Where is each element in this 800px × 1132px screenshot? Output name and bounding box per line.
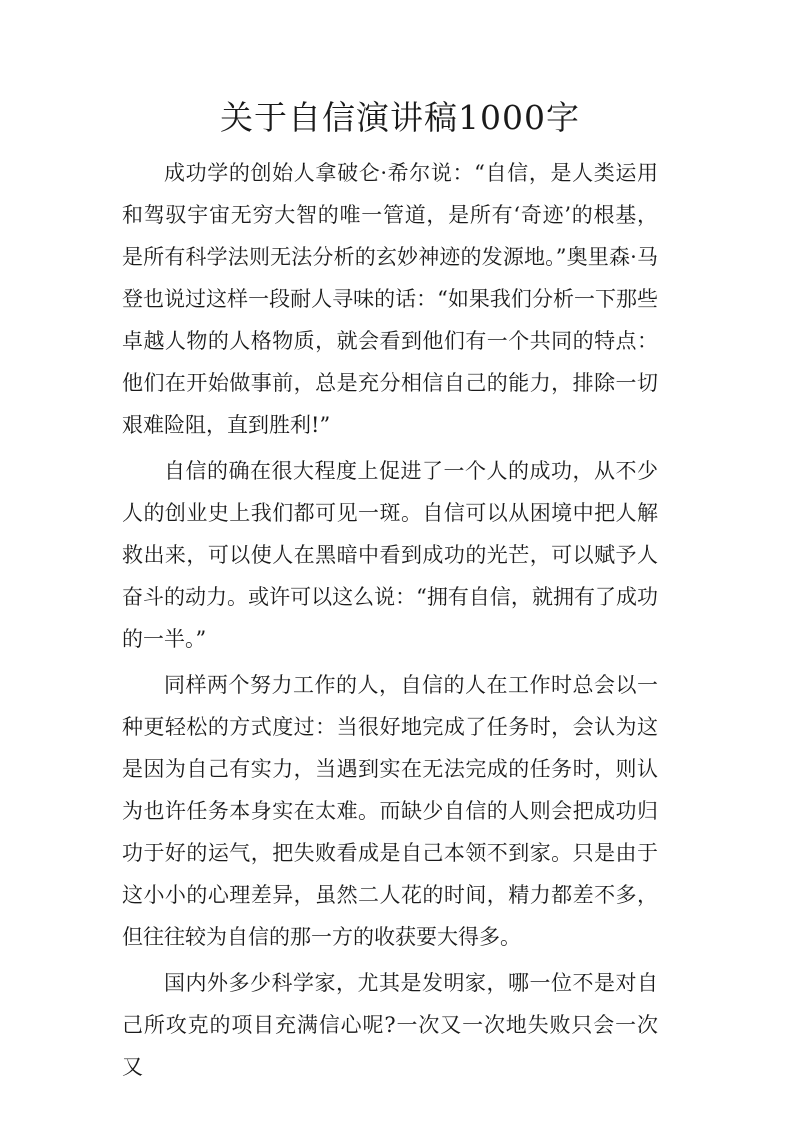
paragraph-3: 同样两个努力工作的人，自信的人在工作时总会以一种更轻松的方式度过：当很好地完成了任务时，会认为这是因为自己有实力，当遇到实在无法完成的任务时，则认为也许任务本身实在太难。而缺少自信的人则会把成功归功于好的运气，把失败看成是自己本领不到家。只是由于这小小的心理差异，虽然二人花的时间，精力都差不多，但往往较为自信的那一方的收获要大得多。 <box>122 673 658 949</box>
document-body <box>122 152 658 1092</box>
paragraph-1: 成功学的创始人拿破仑·希尔说：“自信，是人类运用和驾驭宇宙无穷大智的唯一管道，是所有‘奇迹’的根基，是所有科学法则无法分析的玄妙神迹的发源地。”奥里森·马登也说过这样一段耐人寻味的话：“如果我们分析一下那些卓越人物的人格物质，就会看到他们有一个共同的特点：他们在开始做事前，总是充分相信自己的能力，排除一切艰难险阻，直到胜利!” <box>122 161 658 437</box>
document-title: 关于自信演讲稿1000字 <box>220 98 580 137</box>
paragraph-2: 自信的确在很大程度上促进了一个人的成功，从不少人的创业史上我们都可见一斑。自信可以从困境中把人解救出来，可以使人在黑暗中看到成功的光芒，可以赋予人奋斗的动力。或许可以这么说：“拥有自信，就拥有了成功的一半。” <box>122 459 658 651</box>
paragraph-4: 国内外多少科学家，尤其是发明家，哪一位不是对自己所攻克的项目充满信心呢?一次又一次地失败只会一次又 <box>122 971 658 1079</box>
